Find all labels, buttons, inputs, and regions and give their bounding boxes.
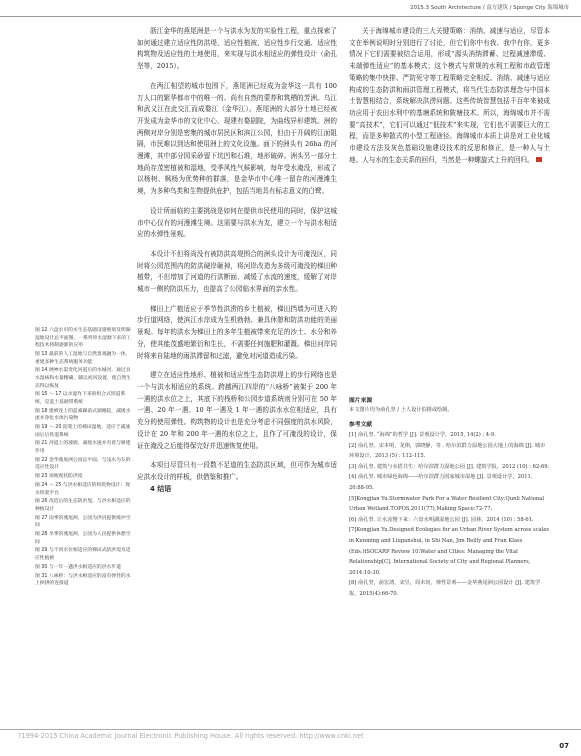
body-paragraph: 建立在适应性地形、植被和适应性生态防洪堤上的步行网络也是一个与洪水相适应的系统。跨越两江四岸的“八咏桥”被架于 200 年一遇的洪水位之上，其底下的栈桥和公园步道系统则分别可在 50 年一遇、20 年一遇、10 年一遇及 1 年一遇的洪水水位相适应，具有充分的使用弹性。构筑物的设计也是充分考虑不同强度的洪水风险，设计在 20 年和 200 年一遇的水位之上，且作了可淹没的设计，保证在淹没之后能得保完好并迅速恢复使用。 (137, 371, 337, 450)
caption-item: 图 26 改造后的生态防洪堤，与洪水相适应的种植设计 (35, 499, 131, 512)
caption-item: 图 28 旱季的燕尾洲，公园为人民提供休憩空间 (35, 532, 131, 545)
reference-item: [7]Kongjian Yu.Designed Ecologies for an Urban River System across scales in Kunming and Liupanshui, in Shi Nan, Jim Reilly and Fran Klass (Eds.)ISOCARP Review 10:Water and Cities: Managing the Vital Relationship[C]. International Society of City and Regional Planners, 2014:10-30. (349, 527, 550, 576)
references-heading: 参考文献 (349, 422, 373, 428)
references-block (349, 395, 550, 600)
reference-item: [5]Kongjian Yu.Stormwater Park For a Water Resilient City:Qunli National Urban Wetland.TOPOS,2011(77),Making Space:72-77. (349, 495, 544, 513)
running-head-text: 2015.3 South Architecture / 南方建筑 / Sponge City 海绵城市 (410, 5, 569, 11)
reference-item: [2] 俞孔坚，宋本明，龙翔，郭晓静，等 . 哈尔滨群力湿地公园大地上的海绵 [J]. 城市环境设计，2013 (5) : 112-115. (349, 442, 546, 460)
caption-item: 图 19 ～ 20 陪架上的梯田湿地，适应于减速雨后后铁道系统 (35, 425, 131, 438)
body-paragraph: 本项目尽管只有一段数不足道的生态防洪区域，但可作为城市适应洪水设计的样板，供借鉴和推广。 (137, 461, 337, 481)
caption-item: 图 18 建被连上的蓝素棘前式湖滩院，减缓水流并净化水体污染物 (35, 408, 131, 422)
body-paragraph: 梯田上广植适应于季节性洪涝的乡土植被，梯田挡墙为可进入的步行道网络，使滨江水岸成为生机勃勃、兼具休憩和防洪功能的美丽景观。每年的洪水为梯田上的多年生植被带来充足的沙土、水分和养分，使其能茂盛地繁衍和生长，不需要任何施肥和灌溉。梯田河岸同时将来自陆地的雨洪滞留和过滤，避免对河道造成污染。 (137, 304, 337, 360)
body-paragraph (349, 26, 550, 166)
running-header (0, 0, 581, 17)
caption-item: 图 21 河道上的坡调，减缓水速并有着与修建作用 (35, 441, 131, 455)
caption-item: 图 23 场地现状防洪堤 (35, 474, 83, 480)
caption-item: 图 12 六盘水市的水生态基础设施规划及明湖湿地设计总平面图，一系列串水湿塘下来的工程技术将制逐渐的应用 (35, 328, 131, 349)
reference-item: [8] 俞孔坚，俞宏鸿，宋昱，周未钊，弹性景观——金华燕尾洲公园设计 [J]. 建筑学报，2015(4):66-70. (349, 580, 541, 597)
body-paragraph: 设计所面临的主要挑战是如何在提供市民使用的同时，保护这城市中心仅有的河漫滩生境。这需要与洪水为友，建立一个与洪水相适应的水弹性景观。 (137, 206, 337, 239)
reference-item: [3] 俞孔坚. 建筑与水搭共生：哈尔滨群力湿地公园 [J]. 建筑学报，2012 (10) : 62-69. (349, 463, 550, 470)
footer-divider (0, 729, 581, 730)
caption-item: 图 27 雨季的燕尾洲，公园为洪尻提供缓冲空间 (35, 515, 131, 529)
body-paragraph: 本设计不但将尚没有被防洪高堤围合的洲头设计为可淹没区，同时将公园范围内的防洪硬岸砸掉，将河岸改造为多级可淹没的梯田种植带，不但增加了河道的行洪断面、减缓了水流的速度，缓解了对岸城市一侧的防洪压力，也提高了公园临水界面的亲水性。 (137, 249, 337, 294)
section-heading-conclusion: 4 结语 (150, 484, 172, 493)
caption-item: 图 22 金华燕尾洲公园总平面，与浅水为友的适应性设计 (35, 457, 131, 471)
caption-item: 图 31 八咏桥：与洪水相适应的富有弹性的水上掉拱的连接道 (35, 573, 131, 587)
reference-item: [1] 俞孔坚. “海绵”的哲学 [J]. 景观设计学，2015, 14(2) : 4-9. (349, 432, 496, 438)
caption-item: 图 14 硬神水渠变化河道后的水城河，通过具水湿核和水量精确，辅以初河设置，使自然生态得以恢复 (35, 368, 131, 389)
reference-item: [6] 俞孔坚. 让水流慢下来：六盘水明湖湿地公园 [J]. 园林，2014 (10) : 58-61. (349, 516, 534, 523)
figure-captions (35, 327, 133, 589)
caption-item: 图 30 与一年一遇洪水相适应的洪水步道 (35, 564, 121, 570)
image-source-text: 本文图片均为俞孔坚 / 土人设计拍摄或绘制。 (349, 407, 453, 413)
page-number: 07 (559, 742, 569, 750)
reference-item: [4] 俞孔坚. 城市绿色海绵——哈尔滨群力国家城市湿地 [J]. 景观设计学，2011，20:88-95. (349, 474, 537, 491)
body-paragraph: 在两江相望的城市包围下，燕尾洲已经成为金华这一具有 100 万人口的繁华都市中的唯一的、尚有自然的蒙荐和筑栖的芳洲。乌江和武义江在此交汇而成婺江（金华江）。燕尾洲的大部分土地已经被开发成为金华市的文化中心，现建有婺剧院，为曲线异形建筑。洲的两侧对岸分别是密集的城市居民区和滨江公园，但由于开阔的江面阻隔，市民难以到达和使用洲上的文化设施。面下的洲头有 26ha 的河漫滩，其中部分园采砂留下坑凹和石堆，地形破碎。洲头另一部分土地尚存茂密植被和湿地，受季风性气候影响，每年受水淹没，形成了以杨树、枫杨为优势种的群落，是金华市中心唯一留存的河漫滩生境，为多种鸟类和生物提供庇护，包括当地具有标志意义的白鹭。 (137, 81, 337, 196)
end-mark-icon (536, 157, 542, 162)
caption-item: 图 13 最前的人工湿地与自然景观融为一体，重建多种生态系统服务功能 (35, 351, 131, 365)
copyright-footer: ?1994-2015 China Academic Journal Electronic Publishing House. All rights reserved. http://www.cnki.net (18, 732, 364, 740)
image-source-heading: 图片来源 (349, 398, 373, 404)
caption-item: 图 15 ～ 17 以水湿作下来的组合式铁道系统，是蓝土基础带系统 (35, 392, 126, 405)
caption-item: 图 29 与不同水位相适应的梯田式防洪堤及适应性植被 (35, 548, 131, 562)
body-column-right (349, 26, 550, 166)
body-paragraph-text: 关于海绵城市建设的三大关键策略：消纳、减速与适应，尽管本文在举例说明时分别进行了讨论，但它们你中有我、我中有你，更多情况下它们需要被结合运用，形成“源头消纳滞蓄、过程减速滞缓、末端弹性适应”的基本模式；这个模式与常规的水利工程和市政管理策略的集中快排、严防死守等工程策略完全相反。消纳、减速与适应构成的生态防洪和雨洪管理工程模式，将当代生态防洪理念与中国本土智慧相结合，系统解决洪涝问题。这些传统智慧包括千百年来被成功应用于农田水利中的基塘系统和陂塘技术。所以，海绵城市并不需要“高技术”，它们可以通过“低技术”来实现，它们也不需要巨大的工程，而是多种散式的小型工程途径。海绵城市本质上讲是对工业化城市建设方法及灰色基础设施建设技术的反思和修正，是一种人与土地、人与水的生态关系的回归，当然是一种螺旋式上升的回归。 (349, 27, 550, 164)
caption-item: 图 24 ～ 25 与洪水相适应的构筑物设计：现水铁架平台 (35, 482, 131, 496)
body-column-middle (137, 26, 337, 495)
body-paragraph: 浙江金华的燕尾洲是一个与洪水为友的实验性工程，重点探索了如何通过建立适应性防洪堤、适应性植被、适应性步行交通、适应性构筑物及适应性的土地使用，来实现与洪水相适应的弹性设计（俞孔坚等，2015）。 (137, 27, 337, 71)
